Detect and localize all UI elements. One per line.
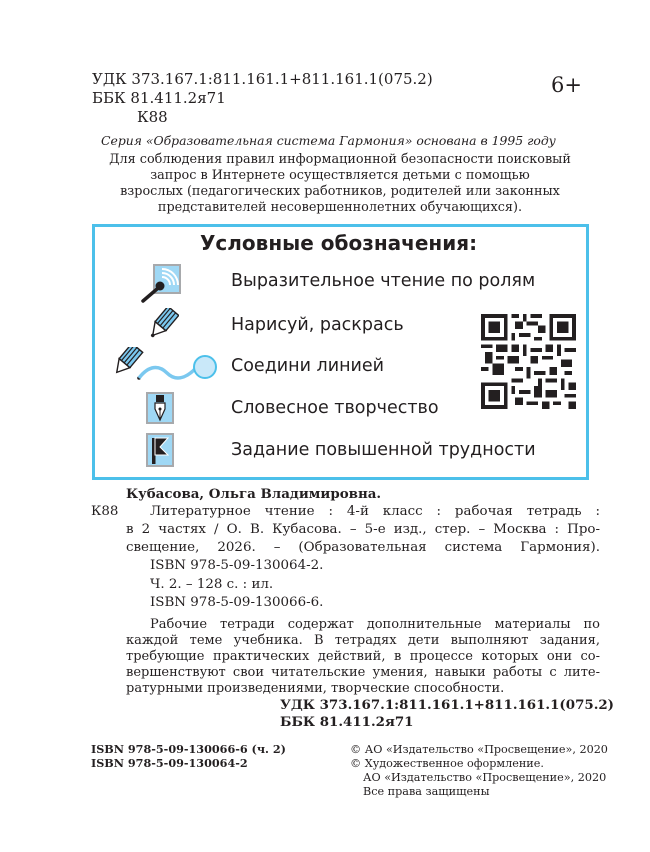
bbk-code: ББК 81.411.2я71 [92,89,226,107]
bib-isbn-full: ISBN 978-5-09-130064-2. [150,558,324,573]
legend-label-advanced-task: Задание повышенной трудности [231,440,536,460]
annotation-line: каждой теме учебника. В тетрадях дети выполняют задания, [126,633,600,648]
legend-label-draw-color: Нарисуй, раскрась [231,315,404,335]
bib-author: Кубасова, Ольга Владимировна. [126,486,382,502]
bib-mark: К88 [91,504,119,519]
annotation-line: вершенствуют свои читательские умения, навыки работы с лите- [126,665,600,680]
bib-part: Ч. 2. – 128 с. : ил. [150,577,274,592]
copyright-line: © Художественное оформление. [350,757,544,770]
legend-label-verbal-creativity: Словесное творчество [231,398,439,418]
bib-line: Литературное чтение : 4-й класс : рабочая тетрадь : [150,504,600,519]
fountain-pen-icon [146,392,174,424]
series-line: Серия «Образовательная система Гармония» основана в 1995 году [101,133,556,148]
annotation-bbk: ББК 81.411.2я71 [280,714,414,730]
annotation-line: требующие практических действий, в процессе которых они со- [126,649,600,664]
copyright-line: АО «Издательство «Просвещение», 2020 [363,771,607,784]
safety-notice-line: взрослых (педагогических работников, родителей или законных [120,184,560,199]
legend-label-reading-roles: Выразительное чтение по ролям [231,271,536,291]
safety-notice [80,152,600,216]
qr-code[interactable] [481,314,576,409]
copyright-line: © АО «Издательство «Просвещение», 2020 [350,743,608,756]
bib-line: свещение, 2026. – (Образовательная система Гармония). [126,540,600,555]
safety-notice-line: запрос в Интернете осуществляется детьми с помощью [150,168,530,183]
footer-isbn: ISBN 978-5-09-130064-2 [91,756,248,770]
annotation-line: Рабочие тетради содержат дополнительные материалы по [150,617,600,632]
microphone-sound-icon [138,263,183,305]
legend-title: Условные обозначения: [200,231,478,255]
pencil-line-connect-icon [107,347,219,387]
copyright-line: Все права защищены [363,785,490,798]
safety-notice-line: Для соблюдения правил информационной безопасности поисковый [109,152,571,167]
annotation-udk: УДК 373.167.1:811.161.1+811.161.1(075.2) [280,697,615,713]
pencil-icon [143,308,179,340]
udk-code: УДК 373.167.1:811.161.1+811.161.1(075.2) [92,70,433,88]
author-mark: К88 [137,108,168,126]
annotation-line: ратурными произведениями, творческие способности. [126,681,505,696]
footer-isbn: ISBN 978-5-09-130066-6 (ч. 2) [91,742,286,756]
bib-line: в 2 частях / О. В. Кубасова. – 5-е изд., стер. – Москва : Про- [126,522,600,537]
legend-label-connect-line: Соедини линией [231,356,385,376]
safety-notice-line: представителей несовершеннолетних обучающихся). [157,200,523,215]
bib-isbn-part: ISBN 978-5-09-130066-6. [150,595,324,610]
flag-icon [146,433,174,467]
age-rating: 6+ [551,73,582,97]
